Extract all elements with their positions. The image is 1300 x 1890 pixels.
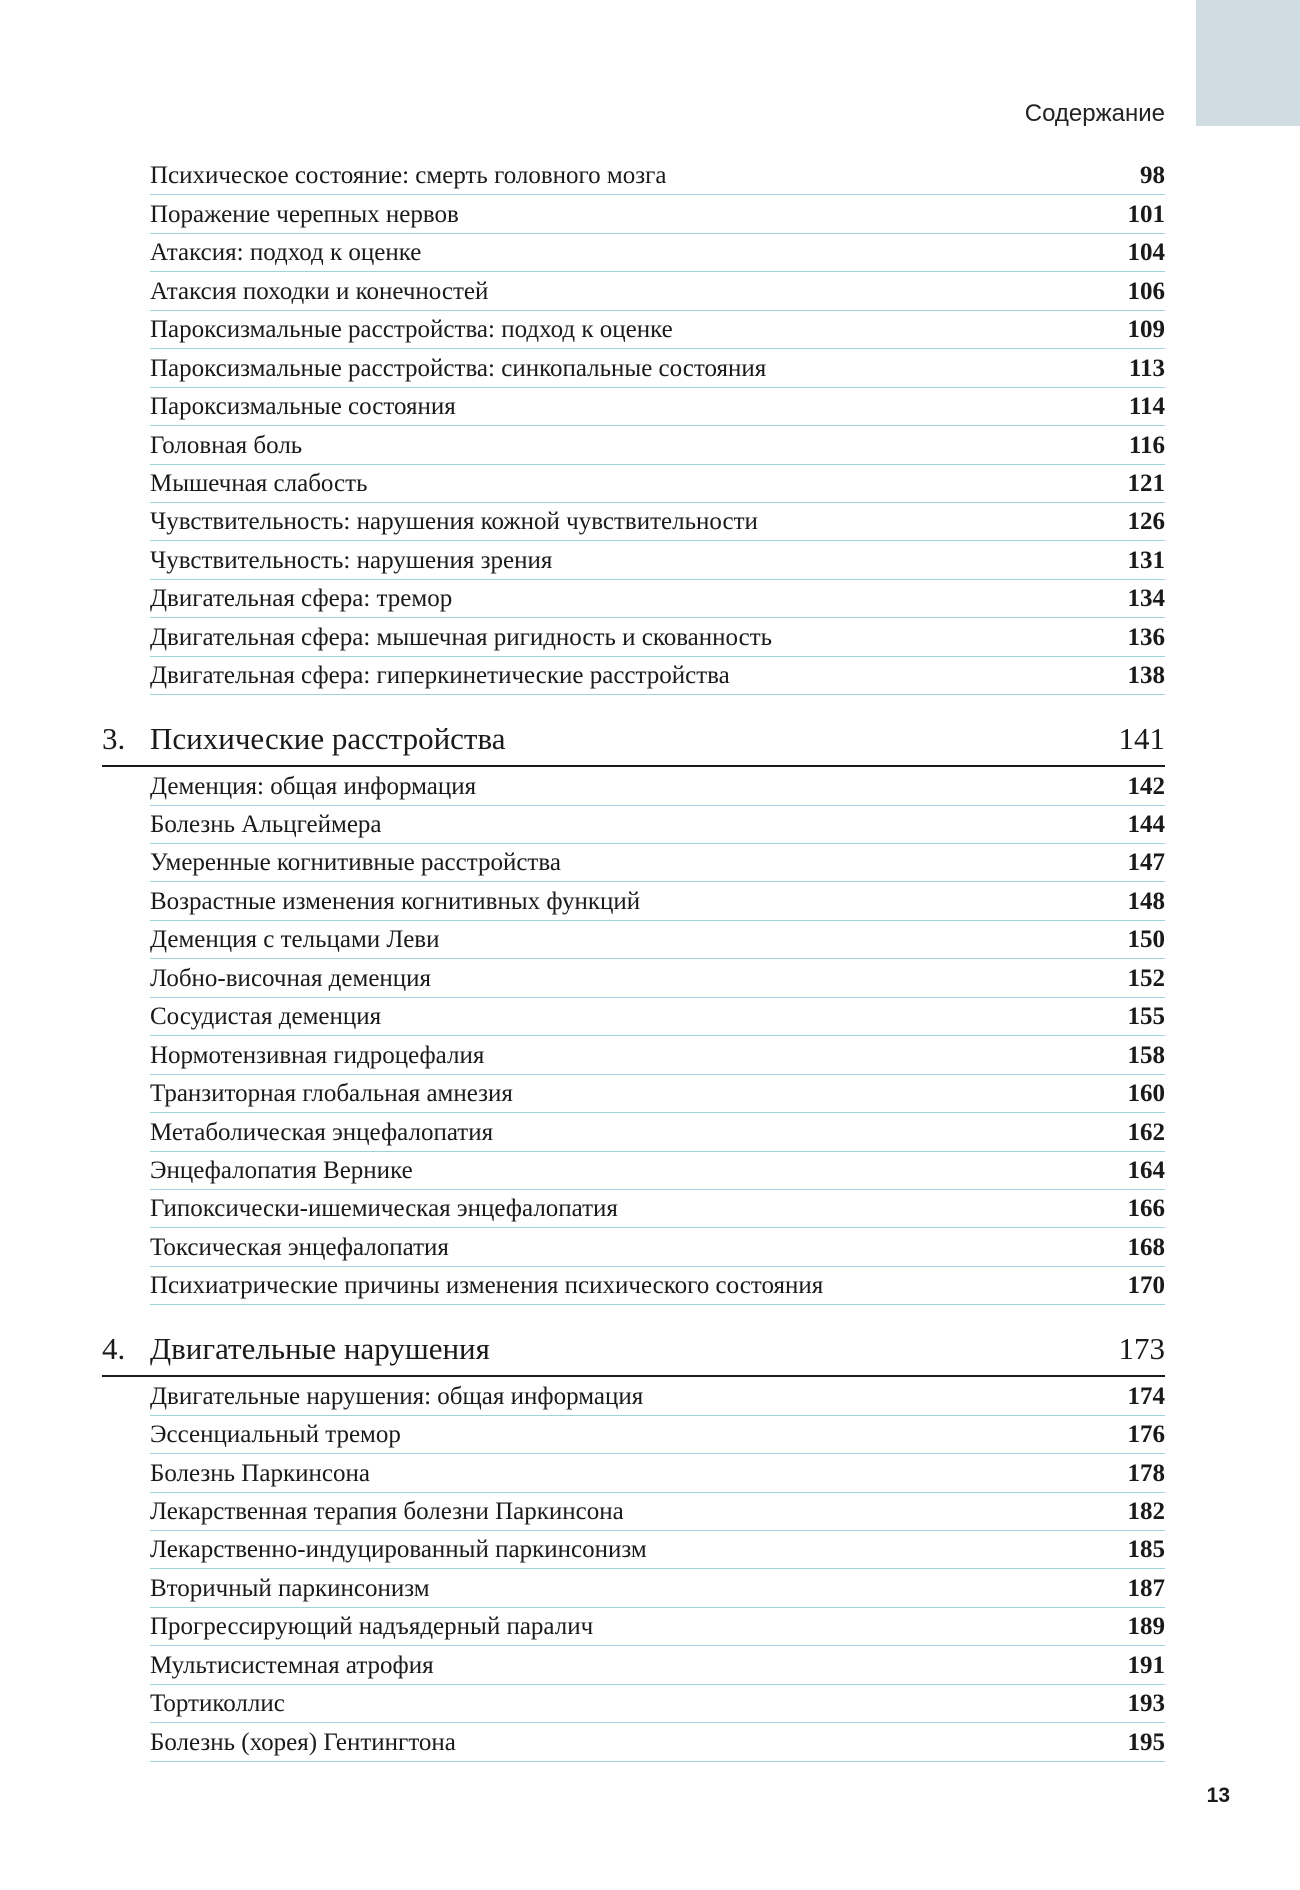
toc-entry: [150, 234, 1165, 272]
toc-entry-title: Сосудистая деменция: [150, 1003, 382, 1031]
toc-entry: [150, 882, 1165, 920]
toc-entry-title: Лобно-височная деменция: [150, 964, 432, 992]
toc-entry-page-number: 121: [1127, 469, 1165, 497]
chapter-page-number: 173: [1118, 1331, 1165, 1367]
toc-entry-page-number: 113: [1128, 354, 1165, 382]
toc-entry-page-number: 144: [1127, 811, 1165, 838]
toc-entry-title: Двигательная сфера: мышечная ригидность и скованность: [150, 623, 773, 651]
chapter-heading: [102, 1309, 1165, 1377]
toc-entry: [150, 1646, 1165, 1684]
toc-entry-page-number: 164: [1127, 1156, 1165, 1184]
toc-entry-title: Деменция: общая информация: [150, 772, 477, 800]
toc-entry-title: Двигательная сфера: тремор: [150, 585, 453, 613]
toc-entry-page-number: 106: [1127, 277, 1165, 305]
toc-entry: [150, 1267, 1165, 1305]
chapter-page-number: 141: [1118, 721, 1165, 757]
toc-entry-title: Двигательные нарушения: общая информация: [150, 1382, 644, 1410]
table-of-contents: [0, 157, 1300, 1762]
toc-entry: [150, 998, 1165, 1036]
toc-entry: [150, 1190, 1165, 1228]
toc-entry-title: Пароксизмальные расстройства: подход к оценке: [150, 316, 673, 344]
toc-entry-page-number: 182: [1127, 1498, 1165, 1525]
toc-entry-title: Нормотензивная гидроцефалия: [150, 1041, 485, 1069]
toc-entry-page-number: 170: [1127, 1272, 1165, 1300]
toc-entry-page-number: 160: [1127, 1080, 1165, 1108]
toc-entry-page-number: 142: [1127, 772, 1165, 800]
toc-entry-title: Тортиколлис: [150, 1690, 285, 1718]
toc-entry: [150, 1113, 1165, 1151]
chapter-title: Двигательные нарушения: [150, 1331, 490, 1367]
toc-entry-page-number: 109: [1127, 316, 1165, 344]
toc-entry-page-number: 126: [1127, 508, 1165, 536]
corner-tab: [1196, 0, 1300, 126]
toc-entry-page-number: 185: [1127, 1536, 1165, 1564]
toc-entry-page-number: 152: [1127, 964, 1165, 992]
toc-entry-title: Атаксия: подход к оценке: [150, 239, 422, 267]
toc-entry: [150, 1075, 1165, 1113]
toc-entry-title: Энцефалопатия Вернике: [150, 1156, 413, 1184]
toc-entry: [150, 1723, 1165, 1761]
toc-entry: [150, 657, 1165, 695]
toc-entry: [150, 272, 1165, 310]
toc-entry-title: Двигательная сфера: гиперкинетические расстройства: [150, 662, 730, 690]
chapter-heading: [102, 699, 1165, 767]
toc-entry: [150, 1152, 1165, 1190]
toc-entry-title: Пароксизмальные состояния: [150, 393, 456, 421]
toc-entry-page-number: 158: [1127, 1041, 1165, 1069]
toc-entry: [150, 311, 1165, 349]
toc-entry-title: Мультисистемная атрофия: [150, 1651, 434, 1679]
toc-entry-title: Прогрессирующий надъядерный паралич: [150, 1613, 594, 1641]
toc-entry-page-number: 148: [1127, 887, 1165, 915]
toc-entry-page-number: 189: [1127, 1613, 1165, 1641]
toc-entry: [150, 959, 1165, 997]
toc-entry-page-number: 176: [1127, 1421, 1165, 1449]
chapter-number: 4.: [102, 1331, 126, 1367]
toc-entry: [150, 1377, 1165, 1415]
toc-entry: [150, 1228, 1165, 1266]
toc-entry: [150, 1416, 1165, 1454]
toc-entry-title: Гипоксически-ишемическая энцефалопатия: [150, 1195, 618, 1223]
toc-entry: [150, 157, 1165, 195]
toc-entry-title: Пароксизмальные расстройства: синкопальные состояния: [150, 354, 767, 382]
toc-entry-title: Токсическая энцефалопатия: [150, 1233, 449, 1261]
toc-entry-title: Деменция с тельцами Леви: [150, 926, 440, 954]
toc-entry-page-number: 195: [1127, 1728, 1165, 1756]
toc-entry: [150, 580, 1165, 618]
toc-entry-page-number: 131: [1127, 546, 1165, 574]
chapter-number: 3.: [102, 721, 126, 757]
toc-entry-title: Болезнь Альцгеймера: [150, 811, 382, 838]
toc-entry-page-number: 166: [1127, 1195, 1165, 1223]
toc-entry-page-number: 168: [1127, 1233, 1165, 1261]
toc-entry-page-number: 193: [1127, 1690, 1165, 1718]
toc-entry-title: Болезнь (хорея) Гентингтона: [150, 1728, 456, 1756]
toc-entry: [150, 465, 1165, 503]
toc-entry-page-number: 155: [1127, 1003, 1165, 1031]
toc-entry: [150, 767, 1165, 805]
toc-entry-page-number: 187: [1127, 1574, 1165, 1602]
running-header: Содержание: [1024, 100, 1165, 127]
toc-entry-page-number: 162: [1127, 1118, 1165, 1146]
toc-entry: [150, 618, 1165, 656]
toc-entry: [150, 1036, 1165, 1074]
toc-entry-title: Психическое состояние: смерть головного мозга: [150, 162, 667, 190]
toc-entry: [150, 1454, 1165, 1492]
toc-entry: [150, 1608, 1165, 1646]
toc-entry: [150, 349, 1165, 387]
toc-entry: [150, 541, 1165, 579]
page-number: 13: [1206, 1784, 1230, 1807]
toc-entry-title: Атаксия походки и конечностей: [150, 277, 489, 305]
toc-entry: [150, 388, 1165, 426]
toc-entry: [150, 806, 1165, 844]
toc-entry-title: Головная боль: [150, 431, 303, 459]
toc-entry-title: Болезнь Паркинсона: [150, 1459, 370, 1487]
toc-entry-page-number: 104: [1127, 239, 1165, 267]
toc-entry-title: Вторичный паркинсонизм: [150, 1574, 430, 1602]
toc-entry-title: Эссенциальный тремор: [150, 1421, 401, 1449]
toc-entry: [150, 921, 1165, 959]
toc-entry-page-number: 174: [1127, 1382, 1165, 1410]
toc-entry-title: Метаболическая энцефалопатия: [150, 1118, 494, 1146]
toc-entry-page-number: 178: [1127, 1459, 1165, 1487]
toc-entry-title: Поражение черепных нервов: [150, 200, 459, 228]
toc-entry-page-number: 138: [1127, 662, 1165, 690]
toc-entry-title: Возрастные изменения когнитивных функций: [150, 887, 641, 915]
toc-entry: [150, 844, 1165, 882]
toc-entry-page-number: 114: [1128, 393, 1165, 421]
toc-entry-title: Чувствительность: нарушения зрения: [150, 546, 553, 574]
toc-entry-title: Чувствительность: нарушения кожной чувствительности: [150, 508, 758, 536]
toc-entry-page-number: 191: [1127, 1651, 1165, 1679]
toc-entry: [150, 1493, 1165, 1531]
toc-entry-title: Мышечная слабость: [150, 469, 368, 497]
toc-entry-title: Лекарственно-индуцированный паркинсонизм: [150, 1536, 647, 1564]
toc-entry-title: Транзиторная глобальная амнезия: [150, 1080, 513, 1108]
toc-entry: [150, 1569, 1165, 1607]
toc-entry-page-number: 134: [1127, 585, 1165, 613]
chapter-title: Психические расстройства: [150, 721, 506, 757]
toc-entry-page-number: 147: [1127, 849, 1165, 877]
toc-entry-page-number: 101: [1127, 200, 1165, 228]
toc-entry-page-number: 150: [1127, 926, 1165, 954]
toc-entry: [150, 1531, 1165, 1569]
toc-entry-title: Лекарственная терапия болезни Паркинсона: [150, 1498, 624, 1525]
toc-entry-page-number: 116: [1128, 431, 1165, 459]
toc-entry: [150, 195, 1165, 233]
toc-entry-title: Психиатрические причины изменения психического состояния: [150, 1272, 824, 1300]
toc-entry-title: Умеренные когнитивные расстройства: [150, 849, 561, 877]
toc-entry: [150, 426, 1165, 464]
toc-entry: [150, 1685, 1165, 1723]
toc-entry-page-number: 136: [1127, 623, 1165, 651]
toc-entry-page-number: 98: [1140, 162, 1165, 190]
toc-entry: [150, 503, 1165, 541]
